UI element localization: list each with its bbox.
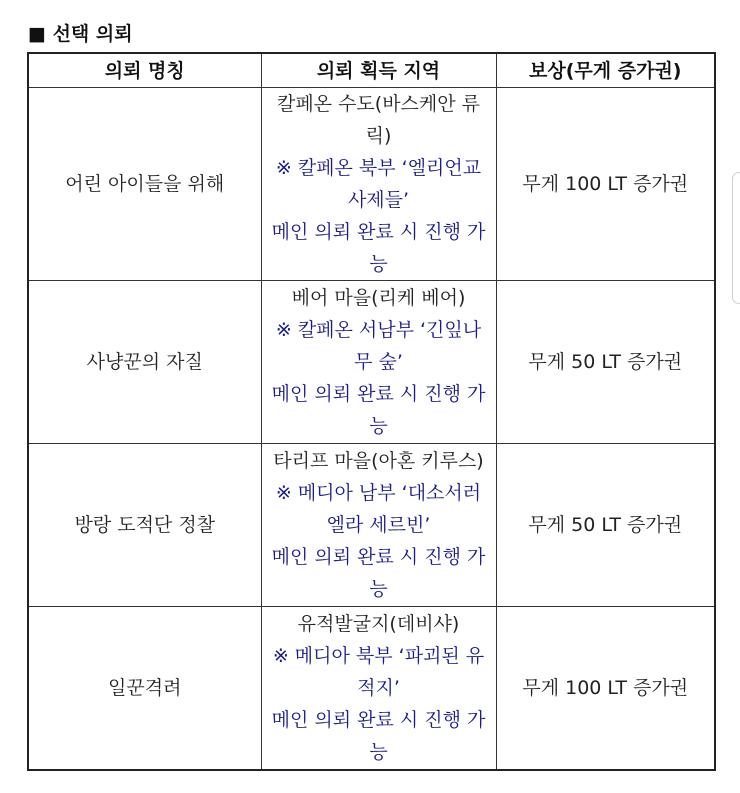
reward-cell: 무게 100 LT 증가권 — [496, 88, 715, 281]
reward-cell: 무게 50 LT 증가권 — [496, 444, 715, 607]
quest-region-cell — [261, 607, 496, 770]
header-reward: 보상(무게 증가권) — [496, 53, 715, 88]
quest-region-cell — [261, 281, 496, 444]
region-location: 베어 마을(리케 베어) — [291, 287, 466, 309]
region-note: ※ 칼페온 서남부 ‘긴잎나무 숲’ — [275, 319, 482, 373]
region-location: 유적발굴지(데비샤) — [297, 612, 460, 635]
region-note: ※ 메디아 북부 ‘파괴된 유적지’ — [272, 644, 485, 699]
quest-name-cell: 일꾼격려 — [28, 607, 261, 770]
region-note: ※ 칼페온 북부 ‘엘리언교 사제들’ — [275, 157, 482, 211]
quest-table — [27, 52, 716, 771]
reward-cell: 무게 50 LT 증가권 — [496, 281, 715, 444]
table-row — [28, 607, 715, 770]
quest-name-cell: 방랑 도적단 정찰 — [28, 444, 261, 607]
table-row — [28, 88, 715, 281]
table-header-row — [28, 53, 715, 88]
region-condition: 메인 의뢰 완료 시 진행 가능 — [271, 221, 486, 275]
region-condition: 메인 의뢰 완료 시 진행 가능 — [271, 708, 486, 763]
region-note: ※ 메디아 남부 ‘대소서러 엘라 세르빈’ — [275, 482, 482, 536]
region-condition: 메인 의뢰 완료 시 진행 가능 — [271, 383, 486, 437]
quest-name-cell: 어린 아이들을 위해 — [28, 88, 261, 281]
region-location: 타리프 마을(아혼 키루스) — [273, 450, 484, 472]
quest-name-cell: 사냥꾼의 자질 — [28, 281, 261, 444]
side-scroll-handle[interactable] — [732, 172, 740, 304]
region-condition: 메인 의뢰 완료 시 진행 가능 — [271, 546, 486, 600]
section-title: ■ 선택 의뢰 — [28, 23, 133, 45]
quest-region-cell — [261, 88, 496, 281]
table-row — [28, 281, 715, 444]
region-location: 칼페온 수도(바스케안 류릭) — [276, 93, 481, 147]
table-row — [28, 444, 715, 607]
header-quest-name: 의뢰 명칭 — [28, 53, 261, 88]
quest-region-cell — [261, 444, 496, 607]
header-quest-region: 의뢰 획득 지역 — [261, 53, 496, 88]
reward-cell: 무게 100 LT 증가권 — [496, 607, 715, 770]
